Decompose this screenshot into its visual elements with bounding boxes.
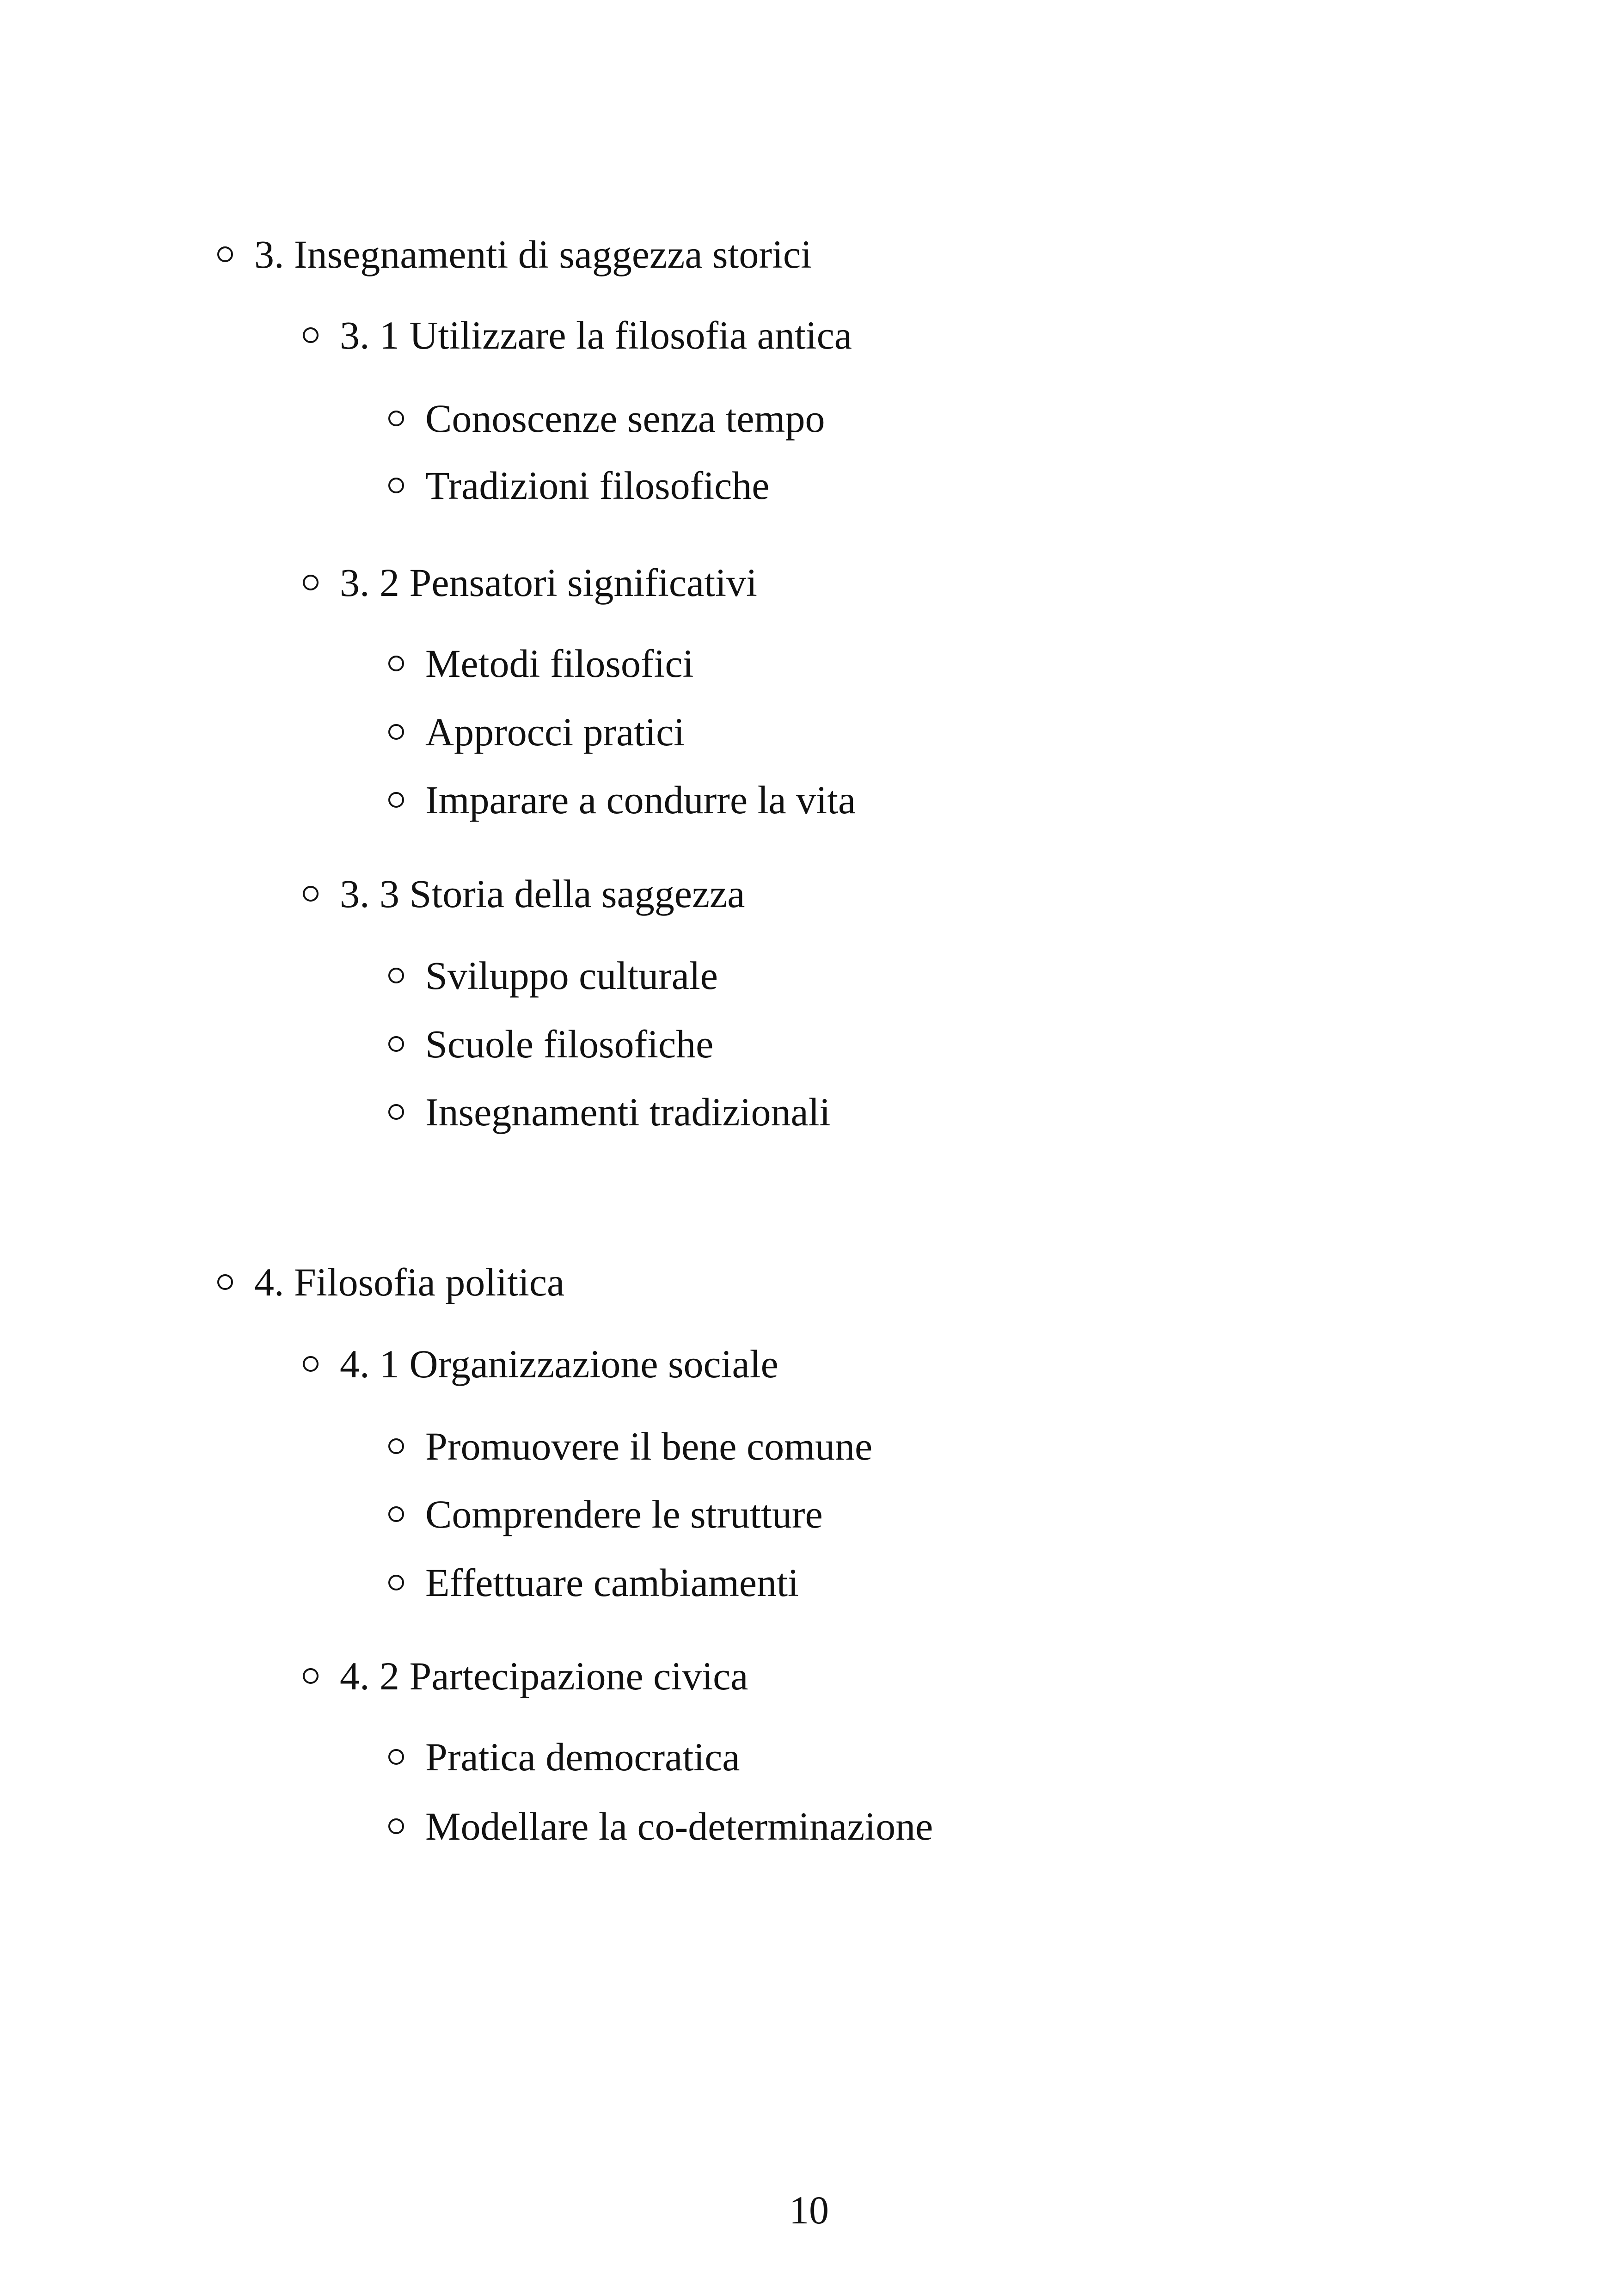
outline-item-level3	[388, 638, 693, 689]
outline-item-level2	[303, 868, 745, 919]
outline-item-label: 4. Filosofia politica	[254, 1260, 565, 1304]
hollow-circle-bullet-icon	[388, 1575, 404, 1590]
page-number: 10	[789, 2188, 829, 2232]
hollow-circle-bullet-icon	[217, 246, 233, 262]
hollow-circle-bullet-icon	[303, 575, 319, 590]
outline-item-level3	[388, 1557, 799, 1608]
outline-item-level3	[388, 1087, 830, 1137]
outline-item-label: Effettuare cambiamenti	[425, 1560, 799, 1605]
outline-item-level3	[388, 393, 825, 444]
outline-item-level2	[303, 310, 852, 361]
hollow-circle-bullet-icon	[388, 968, 404, 983]
outline-item-label: 4. 1 Organizzazione sociale	[340, 1342, 778, 1386]
outline-item-label: Pratica democratica	[425, 1735, 740, 1779]
outline-item-level2	[303, 557, 757, 608]
outline-item-label: 4. 2 Partecipazione civica	[340, 1654, 748, 1698]
hollow-circle-bullet-icon	[388, 724, 404, 740]
hollow-circle-bullet-icon	[388, 1818, 404, 1834]
hollow-circle-bullet-icon	[303, 1356, 319, 1372]
outline-item-label: 3. 3 Storia della saggezza	[340, 872, 745, 916]
outline-item-label: Scuole filosofiche	[425, 1022, 714, 1066]
hollow-circle-bullet-icon	[388, 792, 404, 808]
hollow-circle-bullet-icon	[388, 411, 404, 426]
outline-item-label: Metodi filosofici	[425, 641, 694, 686]
outline-item-level3	[388, 1489, 823, 1540]
outline-item-label: Imparare a condurre la vita	[425, 778, 856, 822]
outline-item-level3	[388, 1421, 872, 1472]
outline-item-level2	[303, 1651, 748, 1701]
outline-item-label: Tradizioni filosofiche	[425, 463, 770, 508]
outline-item-label: Insegnamenti tradizionali	[425, 1090, 831, 1134]
outline-item-label: Approcci pratici	[425, 710, 685, 754]
outline-item-label: Comprendere le strutture	[425, 1492, 823, 1536]
outline-item-level1	[217, 1257, 564, 1308]
outline-item-level1	[217, 229, 812, 280]
hollow-circle-bullet-icon	[388, 1036, 404, 1052]
hollow-circle-bullet-icon	[388, 1749, 404, 1765]
outline-item-level3	[388, 1731, 740, 1782]
hollow-circle-bullet-icon	[388, 656, 404, 671]
outline-item-level3	[388, 460, 769, 511]
hollow-circle-bullet-icon	[217, 1274, 233, 1290]
outline-item-label: 3. 2 Pensatori significativi	[340, 560, 757, 605]
hollow-circle-bullet-icon	[303, 886, 319, 902]
hollow-circle-bullet-icon	[388, 1506, 404, 1522]
outline-item-level2	[303, 1338, 778, 1389]
hollow-circle-bullet-icon	[303, 327, 319, 343]
outline-item-label: Conoscenze senza tempo	[425, 396, 825, 441]
hollow-circle-bullet-icon	[388, 478, 404, 493]
hollow-circle-bullet-icon	[303, 1668, 319, 1684]
outline-item-label: Modellare la co-determinazione	[425, 1804, 933, 1848]
outline-item-label: Promuovere il bene comune	[425, 1424, 873, 1468]
outline-item-level3	[388, 706, 685, 757]
hollow-circle-bullet-icon	[388, 1104, 404, 1120]
outline-item-level3	[388, 1801, 933, 1852]
outline-item-label: 3. Insegnamenti di saggezza storici	[254, 232, 812, 276]
outline-item-level3	[388, 1019, 713, 1069]
hollow-circle-bullet-icon	[388, 1438, 404, 1454]
outline-item-level3	[388, 950, 718, 1001]
outline-item-label: 3. 1 Utilizzare la filosofia antica	[340, 313, 852, 357]
outline-item-label: Sviluppo culturale	[425, 953, 718, 998]
outline-item-level3	[388, 774, 856, 825]
